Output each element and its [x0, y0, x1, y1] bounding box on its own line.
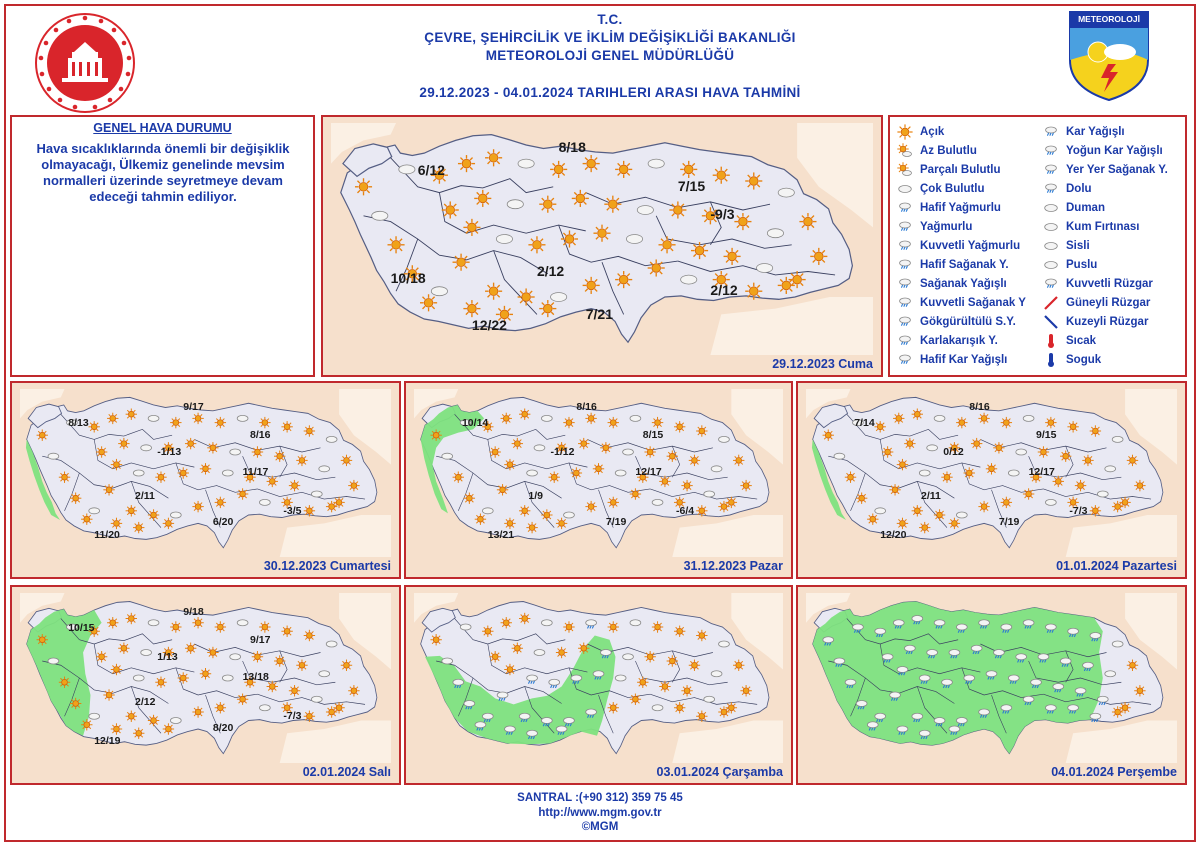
legend-label: Yoğun Kar Yağışlı	[1066, 145, 1163, 157]
legend-label: Kuvvetli Rüzgar	[1066, 278, 1153, 290]
turkey-map-day4	[12, 587, 399, 783]
temperature-label: 8/13	[68, 417, 89, 430]
turkey-map-day1	[12, 383, 399, 577]
general-weather-text: Hava sıcaklıklarında önemli bir değişiklik olmayacağı, Ülkemiz genelinde mevsim normalleri üzerinde seyretmeye devam edeceği tahmin ediliyor.	[36, 141, 290, 204]
legend-label: Dolu	[1066, 183, 1092, 195]
north-wind-icon	[1042, 314, 1060, 330]
hail-icon	[1042, 181, 1060, 197]
legend-label: Sisli	[1066, 240, 1090, 252]
snow-icon	[1042, 124, 1060, 140]
temperature-label: 7/19	[605, 516, 627, 529]
turkey-map-day6	[798, 587, 1185, 783]
turkey-map-day0	[323, 117, 881, 375]
legend-label: Kum Fırtınası	[1066, 221, 1140, 233]
legend-item	[1042, 294, 1150, 312]
legend-item	[1042, 237, 1090, 255]
temperature-label: 1/13	[157, 650, 178, 663]
heavy-rain-icon	[896, 238, 914, 254]
legend-label: Kuvvetli Sağanak Y	[920, 297, 1026, 309]
mgm-logo	[1068, 8, 1150, 102]
temperature-label: -1/13	[157, 445, 182, 458]
temperature-label: 1/9	[528, 490, 543, 503]
few-clouds-icon	[896, 143, 914, 159]
temperature-label: -1/12	[550, 445, 575, 458]
map-panel-day4	[10, 585, 401, 785]
sun-icon	[896, 124, 914, 140]
map-panel-day3	[796, 381, 1187, 579]
temperature-label: 10/18	[390, 269, 426, 286]
legend-item	[896, 351, 1007, 369]
map-date-day2: 31.12.2023 Pazar	[683, 559, 783, 573]
temperature-label: 2/12	[710, 282, 738, 299]
map-panel-day2	[404, 381, 793, 579]
legend-label: Açık	[920, 126, 945, 138]
map-panel-day6	[796, 585, 1187, 785]
light-shower-icon	[896, 257, 914, 273]
legend-item	[1042, 218, 1139, 236]
temperature-label: 7/21	[585, 305, 613, 322]
legend-label: Az Bulutlu	[920, 145, 977, 157]
map-date-day5: 03.01.2024 Çarşamba	[656, 765, 783, 779]
scattered-shower-icon	[1042, 162, 1060, 178]
legend-item	[1042, 332, 1096, 350]
legend-item	[1042, 199, 1105, 217]
temperature-label: 9/15	[1036, 429, 1057, 442]
legend-label: Gökgürültülü S.Y.	[920, 316, 1016, 328]
temperature-label: 2/11	[921, 490, 941, 503]
legend-item	[896, 161, 1001, 179]
legend-label: Çok Bulutlu	[920, 183, 985, 195]
temperature-label: -3/5	[283, 504, 302, 517]
temperature-label: -7/3	[283, 710, 302, 723]
map-date-day0: 29.12.2023 Cuma	[772, 357, 873, 371]
cold-icon	[1042, 352, 1060, 368]
temperature-label: 6/12	[417, 161, 445, 178]
legend-item	[896, 294, 1026, 312]
temperature-label: -6/4	[675, 504, 695, 517]
temperature-label: 6/20	[212, 516, 234, 529]
map-panel-day5	[404, 585, 793, 785]
temperature-label: 8/16	[969, 401, 990, 414]
temperature-label: 11/20	[94, 529, 120, 541]
legend-label: Puslu	[1066, 259, 1098, 271]
map-panel-day1	[10, 381, 401, 579]
header-mgm: METEOROLOJİ GENEL MÜDÜRLÜĞÜ	[485, 48, 735, 63]
temperature-label: 2/12	[135, 695, 156, 708]
temperature-label: 7/19	[998, 516, 1020, 529]
map-date-day3: 01.01.2024 Pazartesi	[1056, 559, 1177, 573]
shower-icon	[896, 276, 914, 292]
thunderstorm-icon	[896, 314, 914, 330]
header-ministry: ÇEVRE, ŞEHİRCİLİK VE İKLİM DEĞİŞİKLİĞİ BAKANLIĞI	[424, 30, 796, 45]
temperature-label: 8/16	[250, 429, 271, 442]
legend-label: Güneyli Rüzgar	[1066, 297, 1151, 309]
temperature-label: 2/12	[536, 262, 565, 279]
legend-label: Kar Yağışlı	[1066, 126, 1125, 138]
sandstorm-icon	[1042, 219, 1060, 235]
temperature-label: 9/17	[250, 633, 271, 646]
legend-item	[1042, 161, 1168, 179]
header-date-range: 29.12.2023 - 04.01.2024 TARIHLERI ARASI HAVA TAHMİNİ	[419, 85, 801, 100]
map-date-day1: 30.12.2023 Cumartesi	[263, 559, 391, 573]
legend-item	[1042, 256, 1097, 274]
temperature-label: 12/22	[471, 317, 507, 334]
turkey-map-day2	[406, 383, 791, 577]
turkey-map-day3	[798, 383, 1185, 577]
temperature-label: 8/15	[642, 429, 664, 442]
legend-item	[1042, 180, 1092, 198]
legend-item	[1042, 351, 1101, 369]
temperature-label: 13/21	[487, 529, 515, 541]
temperature-label: 7/15	[677, 177, 706, 194]
heavy-snow-icon	[1042, 143, 1060, 159]
fog-icon	[1042, 238, 1060, 254]
temperature-label: 11/17	[242, 466, 269, 478]
smoke-icon	[1042, 200, 1060, 216]
legend-item	[896, 313, 1016, 331]
legend-label: Sıcak	[1066, 335, 1097, 347]
temperature-label: 0/12	[943, 445, 964, 458]
temperature-label: -7/3	[1069, 504, 1088, 517]
legend-label: Soguk	[1066, 354, 1102, 366]
temperature-label: 8/18	[558, 138, 586, 155]
temperature-label: 12/17	[635, 466, 662, 478]
legend-label: Duman	[1066, 202, 1105, 214]
map-date-day4: 02.01.2024 Salı	[302, 765, 391, 779]
ministry-emblem	[34, 12, 136, 114]
temperature-label: 10/15	[68, 621, 95, 634]
legend-label: Hafif Sağanak Y.	[920, 259, 1009, 271]
legend-item	[896, 256, 1009, 274]
legend-label: Hafif Kar Yağışlı	[920, 354, 1008, 366]
legend-label: Yer Yer Sağanak Y.	[1066, 164, 1168, 176]
legend-item	[896, 332, 998, 350]
legend-panel	[888, 115, 1187, 377]
legend-item	[1042, 313, 1148, 331]
haze-icon	[1042, 257, 1060, 273]
legend-item	[896, 199, 1001, 217]
legend-item	[1042, 142, 1163, 160]
legend-label: Hafif Yağmurlu	[920, 202, 1001, 214]
legend-item	[896, 218, 972, 236]
legend-label: Sağanak Yağışlı	[920, 278, 1007, 290]
turkey-map-day5	[406, 587, 791, 783]
temperature-label: 12/17	[1028, 466, 1055, 478]
temperature-label: 8/16	[576, 401, 597, 414]
light-rain-icon	[896, 200, 914, 216]
temperature-label: 12/19	[94, 734, 121, 747]
general-weather-title: GENEL HAVA DURUMU	[93, 121, 232, 135]
map-panel-day0	[321, 115, 883, 377]
temperature-label: 8/20	[212, 722, 234, 734]
rain-icon	[896, 219, 914, 235]
footer-copyright: ©MGM	[581, 821, 619, 833]
map-date-day6: 04.01.2024 Perşembe	[1051, 765, 1177, 779]
temperature-label: 10/14	[461, 417, 489, 430]
strong-wind-icon	[1042, 276, 1060, 292]
general-weather-panel	[10, 115, 315, 377]
temperature-label: 9/18	[183, 605, 204, 618]
legend-label: Kuvvetli Yağmurlu	[920, 240, 1021, 252]
temperature-label: -9/3	[710, 205, 735, 222]
legend-item	[1042, 123, 1125, 141]
heavy-shower-icon	[896, 295, 914, 311]
temperature-label: 9/17	[183, 401, 204, 414]
legend-item	[1042, 275, 1153, 293]
temperature-label: 12/20	[880, 529, 907, 541]
footer-url: http://www.mgm.gov.tr	[538, 807, 662, 819]
temperature-label: 13/18	[242, 671, 269, 683]
legend-item	[896, 123, 944, 141]
hot-icon	[1042, 333, 1060, 349]
legend-item	[896, 237, 1020, 255]
temperature-label: 7/14	[854, 417, 875, 430]
legend-label: Parçalı Bulutlu	[920, 164, 1001, 176]
legend-label: Yağmurlu	[920, 221, 973, 233]
legend-label: Kuzeyli Rüzgar	[1066, 316, 1149, 328]
footer-phone: SANTRAL :(+90 312) 359 75 45	[517, 792, 683, 804]
legend-item	[896, 180, 985, 198]
header-tc: T.C.	[597, 12, 623, 27]
cloudy-icon	[896, 181, 914, 197]
legend-item	[896, 142, 977, 160]
light-snow-icon	[896, 352, 914, 368]
logo-text: METEOROLOJİ	[1078, 14, 1140, 24]
temperature-label: 2/11	[135, 490, 155, 503]
sleet-icon	[896, 333, 914, 349]
legend-label: Karlakarışık Y.	[920, 335, 998, 347]
legend-item	[896, 275, 1007, 293]
partly-cloudy-icon	[896, 162, 914, 178]
south-wind-icon	[1042, 295, 1060, 311]
